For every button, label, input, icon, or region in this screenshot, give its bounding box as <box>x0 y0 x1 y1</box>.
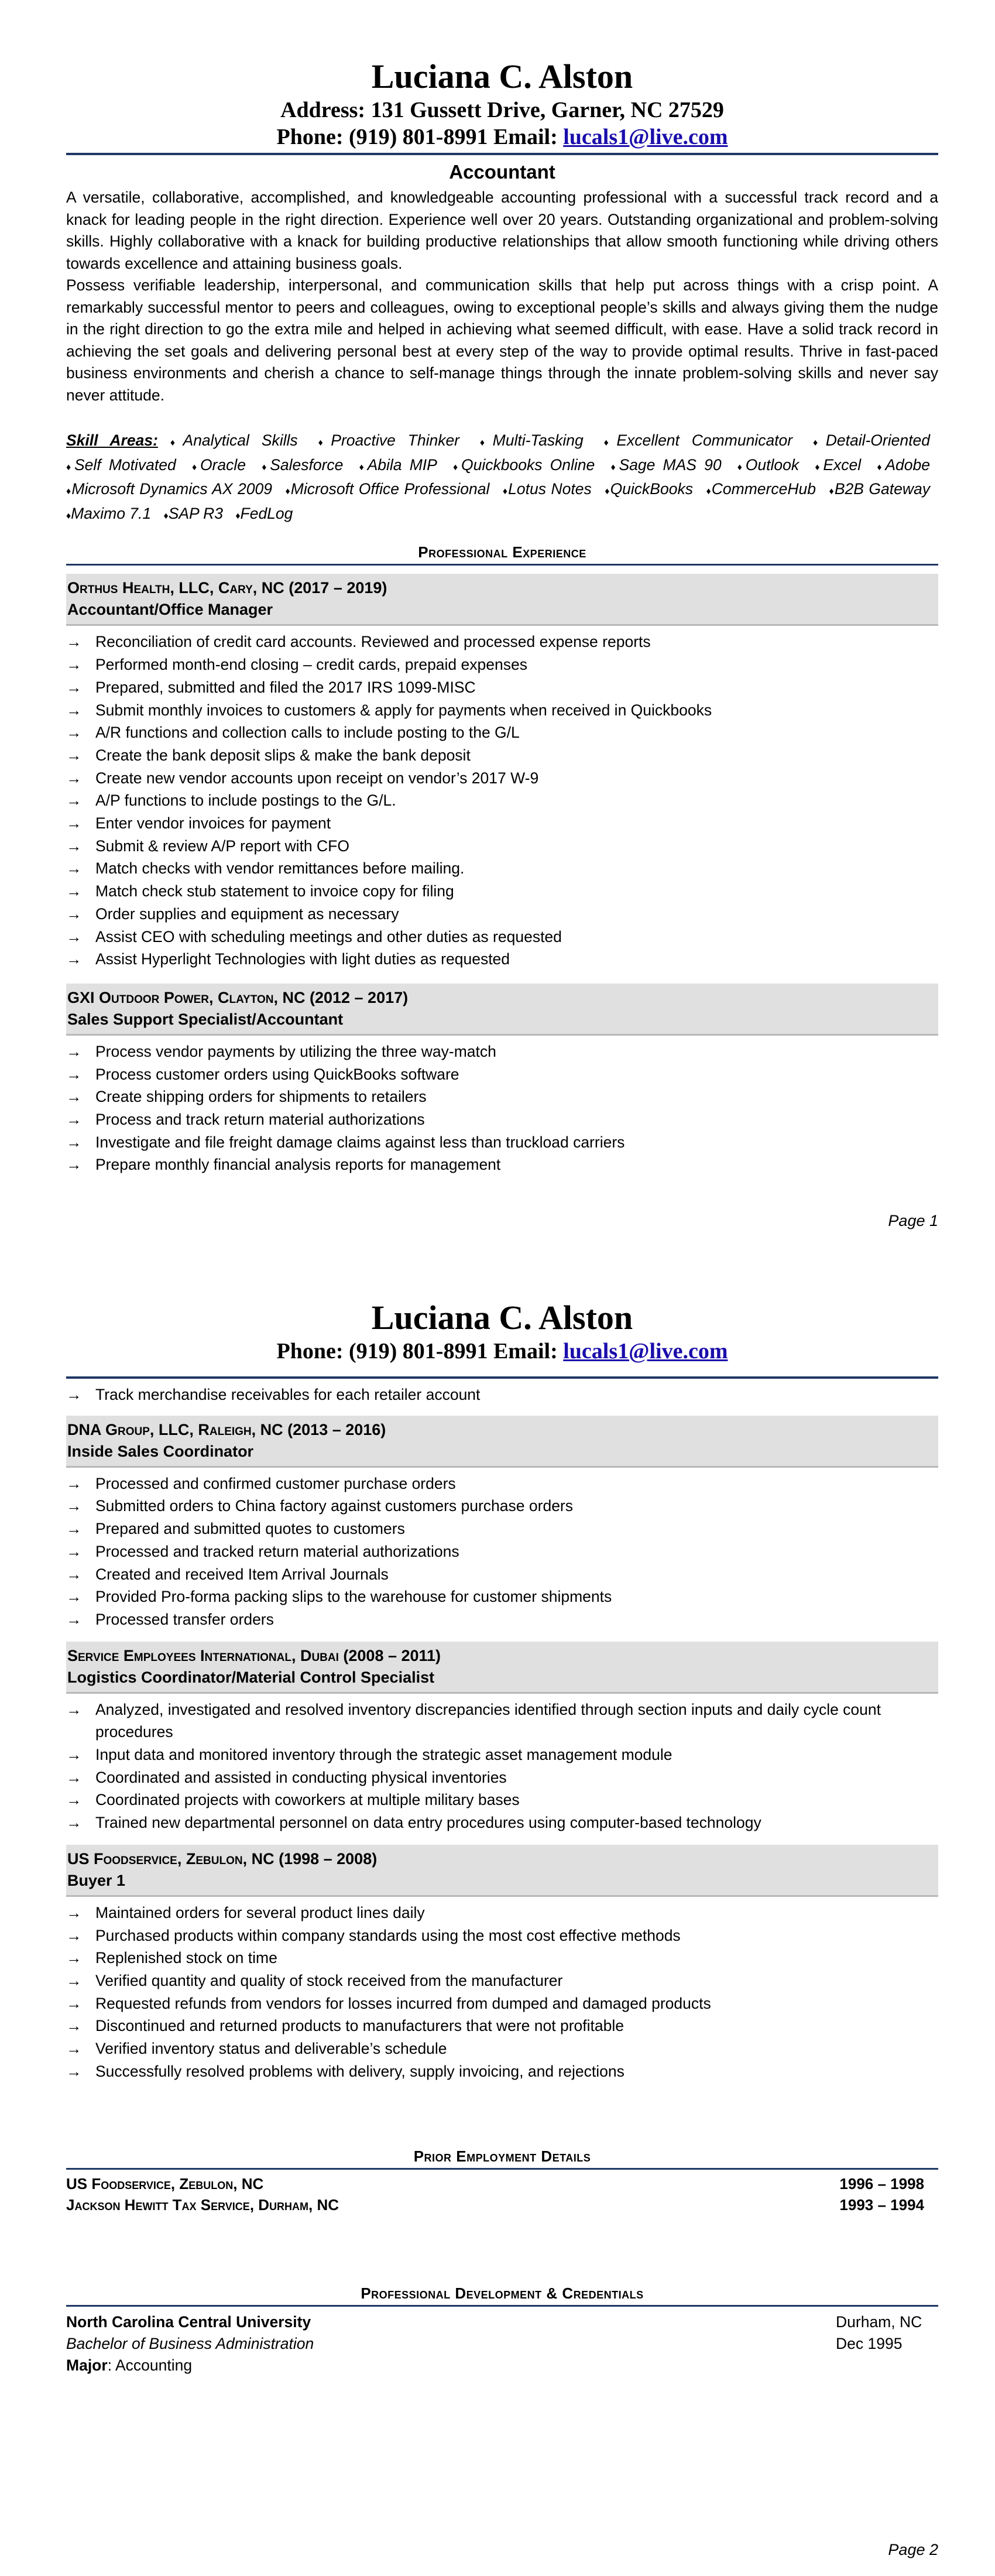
skills-list <box>66 431 938 522</box>
bullet-text: Track merchandise receivables for each retailer account <box>95 1386 481 1404</box>
bullet-text: A/R functions and collection calls to include posting to the G/L <box>95 724 520 742</box>
candidate-name: Luciana C. Alston <box>371 57 633 95</box>
bullet-text: Process vendor payments by utilizing the three way-match <box>95 1042 496 1060</box>
skill-text: Maximo 7.1 <box>71 504 152 522</box>
arrow-right-icon: → <box>66 1972 82 1989</box>
bullet-item <box>66 1789 938 1811</box>
arrow-right-icon: → <box>66 1474 82 1492</box>
skill-item <box>235 505 293 522</box>
job-role: Inside Sales Coordinator <box>67 1442 254 1460</box>
prior-years: 1993 – 1994 <box>839 2195 924 2214</box>
arrow-right-icon: → <box>66 1156 82 1174</box>
prior-row <box>66 2173 938 2194</box>
bullet-text: Prepared, submitted and filed the 2017 IRS 1099-MISC <box>95 678 476 696</box>
skill-item <box>318 431 459 449</box>
bullet-item <box>66 1108 938 1131</box>
bullet-text: Match check stub statement to invoice copy for filing <box>95 882 454 900</box>
job-role: Sales Support Specialist/Accountant <box>67 1010 344 1028</box>
skill-text: CommerceHub <box>711 480 816 498</box>
bullet-item <box>66 631 938 653</box>
edu-major-value: Accounting <box>115 2356 193 2374</box>
skill-item <box>706 480 816 498</box>
arrow-right-icon: → <box>66 1497 82 1515</box>
page1-content <box>66 57 938 1176</box>
skill-item <box>813 431 930 449</box>
diamond-bullet-icon: ♦ <box>235 511 241 521</box>
arrow-right-icon: → <box>66 1746 82 1764</box>
bullet-item <box>66 1992 938 2015</box>
phone-value: (919) 801-8991 <box>348 1338 488 1364</box>
skill-item <box>170 431 298 449</box>
arrow-right-icon: → <box>66 1700 82 1718</box>
bullet-text: Order supplies and equipment as necessary <box>95 905 399 923</box>
bullet-text: Match checks with vendor remittances before mailing. <box>95 859 465 878</box>
diamond-bullet-icon: ♦ <box>191 462 200 472</box>
job-company: US Foodservice, Zebulon, NC (1998 – 2008) <box>67 1849 378 1868</box>
diamond-bullet-icon: ♦ <box>170 438 183 448</box>
job-bullets <box>66 1902 938 2083</box>
job-header <box>66 1845 938 1897</box>
bullet-text: Process customer orders using QuickBooks software <box>95 1065 459 1083</box>
arrow-right-icon: → <box>66 1565 82 1583</box>
skill-text: Abila MIP <box>367 455 437 474</box>
skill-item <box>815 456 861 474</box>
bullet-text: Investigate and file freight damage claims against less than truckload carriers <box>95 1133 625 1151</box>
arrow-right-icon: → <box>66 769 82 787</box>
arrow-right-icon: → <box>66 1042 82 1060</box>
bullet-item <box>66 699 938 722</box>
diamond-bullet-icon: ♦ <box>318 438 331 448</box>
bullet-item <box>66 1947 938 1969</box>
bullet-text: Coordinated projects with coworkers at multiple military bases <box>95 1791 520 1809</box>
bullet-item <box>66 1131 938 1154</box>
candidate-name: Luciana C. Alston <box>371 1299 633 1337</box>
edu-major: Major: Accounting <box>66 2356 193 2374</box>
bullet-item <box>66 812 938 835</box>
skill-item <box>737 456 799 474</box>
arrow-right-icon: → <box>66 1768 82 1786</box>
phone-value: (919) 801-8991 <box>348 125 488 150</box>
prior-company: Jackson Hewitt Tax Service, Durham, NC <box>66 2195 339 2214</box>
bullet-item <box>66 1517 938 1540</box>
job-entry <box>66 1642 938 1834</box>
bullet-item <box>66 1085 938 1108</box>
edu-row <box>66 2355 938 2376</box>
arrow-right-icon: → <box>66 792 82 810</box>
skill-text: Sage MAS 90 <box>619 455 722 474</box>
job-entry <box>66 574 938 971</box>
bullet-item <box>66 1766 938 1789</box>
summary-paragraph: Possess verifiable leadership, interpersonal, and communication skills that help put across things with a crisp point. A remarkably successful mentor to peers and colleagues, owing to exceptional people’s skills and always giving them the nudge in the right direction to go the extra mile and helped in achieving what seemed difficult, with ease. Have a solid track record in achieving the set goals and delivering personal best at every step of the way to provide optimal results. Thrive in fast-paced business environments and cherish a chance to self-manage things through the innate problem-solving skills and never say never attitude. <box>66 276 938 404</box>
diamond-bullet-icon: ♦ <box>815 462 824 472</box>
skill-text: Excellent Communicator <box>616 431 793 450</box>
job-role: Buyer 1 <box>67 1871 126 1889</box>
bullet-item <box>66 926 938 948</box>
edu-date: Dec 1995 <box>836 2334 903 2352</box>
address-value: 131 Gussett Drive, Garner, NC 27529 <box>370 97 724 122</box>
diamond-bullet-icon: ♦ <box>610 462 619 472</box>
skill-text: Outlook <box>745 455 800 474</box>
bullet-item <box>66 835 938 858</box>
job-header <box>66 1642 938 1694</box>
phone-label: Phone: <box>276 125 344 150</box>
bullet-item <box>66 2060 938 2083</box>
bullet-text: Maintained orders for several product lines daily <box>95 1903 425 1921</box>
resume-page-2 <box>0 1259 995 2576</box>
bullet-item <box>66 857 938 880</box>
skill-item <box>829 480 930 498</box>
skill-areas-label: Skill Areas: <box>66 431 158 450</box>
bullet-text: Process and track return material authorizations <box>95 1111 425 1129</box>
edu-row <box>66 2333 938 2355</box>
diamond-bullet-icon: ♦ <box>359 462 368 472</box>
diamond-bullet-icon: ♦ <box>285 487 291 497</box>
job-header <box>66 574 938 626</box>
address-label: Address: <box>280 97 366 122</box>
arrow-right-icon: → <box>66 1949 82 1967</box>
skill-text: Excel <box>823 455 862 474</box>
skill-text: Microsoft Office Professional <box>290 480 490 498</box>
job-role: Accountant/Office Manager <box>67 601 273 619</box>
job-bullets <box>66 631 938 971</box>
bullet-text: Reconciliation of credit card accounts. Reviewed and processed expense reports <box>95 633 651 651</box>
job-header <box>66 984 938 1036</box>
bullet-text: Verified quantity and quality of stock received from the manufacturer <box>95 1972 563 1989</box>
bullet-text: Submit monthly invoices to customers & apply for payments when received in Quickbooks <box>95 701 712 719</box>
bullet-item <box>66 789 938 812</box>
bullet-item <box>66 1540 938 1563</box>
skill-text: Multi-Tasking <box>492 431 584 450</box>
bullet-item <box>66 1743 938 1766</box>
job-bullets <box>66 1698 938 1834</box>
section-heading-experience: Professional Experience <box>66 543 938 566</box>
job-entry <box>66 984 938 1176</box>
arrow-right-icon: → <box>66 1542 82 1560</box>
arrow-right-icon: → <box>66 814 82 833</box>
section-heading-prior: Prior Employment Details <box>66 2147 938 2170</box>
bullet-text: Processed and confirmed customer purchase orders <box>95 1474 456 1492</box>
bullet-text: Analyzed, investigated and resolved inventory discrepancies identified through section inputs and daily cycle count procedures <box>95 1700 881 1741</box>
skill-text: B2B Gateway <box>834 480 930 498</box>
skill-text: Detail-Oriented <box>825 431 930 450</box>
skill-item <box>503 480 592 498</box>
bullet-item <box>66 1698 938 1743</box>
job-company: GXI Outdoor Power, Clayton, NC (2012 – 2017) <box>67 988 409 1006</box>
skill-text: QuickBooks <box>610 480 693 498</box>
bullet-text: Assist Hyperlight Technologies with light duties as requested <box>95 950 510 968</box>
bullet-text: Submitted orders to China factory against customers purchase orders <box>95 1497 574 1515</box>
bullet-text: Performed month-end closing – credit cards, prepaid expenses <box>95 656 527 674</box>
bullet-item <box>66 1902 938 1924</box>
diamond-bullet-icon: ♦ <box>66 487 72 497</box>
skill-item <box>66 505 151 522</box>
bullet-text: Prepared and submitted quotes to customers <box>95 1520 405 1538</box>
skill-text: Proactive Thinker <box>331 431 460 450</box>
arrow-right-icon: → <box>66 1088 82 1106</box>
bullet-text: Create shipping orders for shipments to retailers <box>95 1088 427 1106</box>
arrow-right-icon: → <box>66 1588 82 1606</box>
bullet-item <box>66 1153 938 1176</box>
bullet-text: Successfully resolved problems with delivery, supply invoicing, and rejections <box>95 2062 625 2080</box>
education <box>66 2311 938 2376</box>
bullet-text: Discontinued and returned products to manufacturers that were not profitable <box>95 2017 624 2035</box>
skill-text: Microsoft Dynamics AX 2009 <box>71 480 272 498</box>
bullet-text: Coordinated and assisted in conducting physical inventories <box>95 1768 507 1786</box>
arrow-right-icon: → <box>66 1133 82 1151</box>
diamond-bullet-icon: ♦ <box>603 438 617 448</box>
bullet-text: Assist CEO with scheduling meetings and other duties as requested <box>95 927 562 946</box>
skill-item <box>359 456 437 474</box>
edu-row <box>66 2311 938 2333</box>
skill-text: Salesforce <box>270 455 344 474</box>
skill-item <box>480 431 584 449</box>
arrow-right-icon: → <box>66 1520 82 1538</box>
email-label: Email: <box>493 125 558 150</box>
job-company: DNA Group, LLC, Raleigh, NC (2013 – 2016) <box>67 1420 386 1438</box>
prior-years: 1996 – 1998 <box>839 2174 924 2193</box>
bullet-item <box>66 744 938 767</box>
bullet-item <box>66 1563 938 1586</box>
diamond-bullet-icon: ♦ <box>479 438 493 448</box>
arrow-right-icon: → <box>66 1386 82 1404</box>
arrow-right-icon: → <box>66 1791 82 1809</box>
page2-content <box>66 1299 938 2376</box>
arrow-right-icon: → <box>66 724 82 742</box>
edu-school: North Carolina Central University <box>66 2313 311 2331</box>
job-header <box>66 1416 938 1468</box>
bullet-item <box>66 1924 938 1947</box>
phone-email-line <box>66 1338 938 1379</box>
prior-row <box>66 2194 938 2215</box>
skill-item <box>164 505 223 522</box>
arrow-right-icon: → <box>66 633 82 651</box>
bullet-text: Input data and monitored inventory through the strategic asset management module <box>95 1746 673 1764</box>
arrow-right-icon: → <box>66 1610 82 1628</box>
arrow-right-icon: → <box>66 2040 82 2058</box>
diamond-bullet-icon: ♦ <box>66 462 74 472</box>
continued-bullets <box>66 1383 938 1406</box>
diamond-bullet-icon: ♦ <box>605 487 610 497</box>
skill-item <box>453 456 595 474</box>
skill-areas <box>66 430 938 527</box>
diamond-bullet-icon: ♦ <box>706 487 712 497</box>
bullet-item <box>66 676 938 699</box>
skill-text: SAP R3 <box>168 504 223 522</box>
job-company: Orthus Health, LLC, Cary, NC (2017 – 2019) <box>67 579 387 597</box>
bullet-text: Provided Pro-forma packing slips to the warehouse for customer shipments <box>95 1588 612 1606</box>
bullet-text: Create the bank deposit slips & make the bank deposit <box>95 746 471 764</box>
diamond-bullet-icon: ♦ <box>66 511 71 521</box>
address-line <box>66 97 938 124</box>
diamond-bullet-icon: ♦ <box>163 511 169 521</box>
edu-degree: Bachelor of Business Administration <box>66 2334 314 2352</box>
job-entry <box>66 1416 938 1631</box>
bullet-item <box>66 1811 938 1834</box>
diamond-bullet-icon: ♦ <box>502 487 509 497</box>
bullet-item <box>66 903 938 926</box>
arrow-right-icon: → <box>66 1926 82 1944</box>
bullet-text: Processed transfer orders <box>95 1610 274 1628</box>
arrow-right-icon: → <box>66 1994 82 2012</box>
bullet-item <box>66 721 938 744</box>
arrow-right-icon: → <box>66 1814 82 1832</box>
bullet-text: Verified inventory status and deliverable’s schedule <box>95 2040 447 2058</box>
bullet-item <box>66 1608 938 1631</box>
page-number: Page 2 <box>888 2541 938 2558</box>
bullet-item <box>66 1472 938 1495</box>
bullet-text: Replenished stock on time <box>95 1949 277 1967</box>
bullet-item <box>66 653 938 676</box>
bullet-item <box>66 1585 938 1608</box>
edu-major-label: Major <box>66 2356 108 2374</box>
skill-item <box>877 456 930 474</box>
phone-label: Phone: <box>276 1338 344 1364</box>
bullet-text: Create new vendor accounts upon receipt on vendor’s 2017 W-9 <box>95 769 539 787</box>
arrow-right-icon: → <box>66 2062 82 2080</box>
skill-item <box>285 480 489 498</box>
bullet-text: Processed and tracked return material authorizations <box>95 1542 459 1560</box>
skill-text: Self Motivated <box>74 455 176 474</box>
arrow-right-icon: → <box>66 837 82 855</box>
bullet-item <box>66 1969 938 1992</box>
arrow-right-icon: → <box>66 905 82 923</box>
diamond-bullet-icon: ♦ <box>877 462 886 472</box>
skill-item <box>66 456 176 474</box>
bullet-item <box>66 1040 938 1063</box>
bullet-text: Requested refunds from vendors for losses incurred from dumped and damaged products <box>95 1994 711 2012</box>
email-label: Email: <box>493 1338 558 1364</box>
arrow-right-icon: → <box>66 859 82 878</box>
bullet-item <box>66 2037 938 2060</box>
bullet-text: Trained new departmental personnel on data entry procedures using computer-based technology <box>95 1814 761 1832</box>
arrow-right-icon: → <box>66 678 82 696</box>
bullet-text: A/P functions to include postings to the G/L. <box>95 792 396 810</box>
skill-item <box>605 480 693 498</box>
skill-item <box>192 456 246 474</box>
skill-text: Lotus Notes <box>508 480 592 498</box>
section-heading-credentials: Professional Development & Credentials <box>66 2284 938 2307</box>
skill-item <box>262 456 343 474</box>
bullet-item <box>66 767 938 790</box>
arrow-right-icon: → <box>66 1111 82 1129</box>
job-bullets <box>66 1472 938 1631</box>
email-link[interactable]: lucals1@live.com <box>563 1338 728 1364</box>
arrow-right-icon: → <box>66 2017 82 2035</box>
page-number: Page 1 <box>888 1212 938 1229</box>
skill-item <box>604 431 792 449</box>
bullet-text: Prepare monthly financial analysis reports for management <box>95 1156 501 1174</box>
bullet-item <box>66 1063 938 1086</box>
bullet-item <box>66 948 938 971</box>
skill-item <box>66 480 272 498</box>
skill-text: Adobe <box>885 455 930 474</box>
edu-location: Durham, NC <box>836 2313 922 2331</box>
arrow-right-icon: → <box>66 927 82 946</box>
arrow-right-icon: → <box>66 1065 82 1083</box>
prior-employment <box>66 2173 938 2215</box>
arrow-right-icon: → <box>66 656 82 674</box>
arrow-right-icon: → <box>66 746 82 764</box>
skill-text: FedLog <box>240 504 293 522</box>
resume-page-1 <box>0 0 995 1259</box>
arrow-right-icon: → <box>66 882 82 900</box>
diamond-bullet-icon: ♦ <box>737 462 746 472</box>
skill-item <box>610 456 721 474</box>
diamond-bullet-icon: ♦ <box>813 438 826 448</box>
job-entry <box>66 1845 938 2083</box>
bullet-text: Purchased products within company standards using the most cost effective methods <box>95 1926 681 1944</box>
bullet-text: Created and received Item Arrival Journals <box>95 1565 389 1583</box>
bullet-text: Submit & review A/P report with CFO <box>95 837 349 855</box>
diamond-bullet-icon: ♦ <box>262 462 270 472</box>
arrow-right-icon: → <box>66 1903 82 1921</box>
job-company: Service Employees International, Dubai (2008 – 2011) <box>67 1646 441 1664</box>
resume-title: Accountant <box>449 161 555 183</box>
summary-paragraph: A versatile, collaborative, accomplished, and knowledgeable accounting professional with a successful track record and a knack for leading people in the right direction. Experience well over 20 years. Outstanding organizational and problem-solving skills. Highly collaborative with a knack for building productive relationships that allow smooth functioning while driving others towards excellence and attaining business goals. <box>66 189 938 272</box>
arrow-right-icon: → <box>66 701 82 719</box>
job-bullets <box>66 1040 938 1176</box>
bullet-item <box>66 880 938 903</box>
arrow-right-icon: → <box>66 950 82 968</box>
skill-text: Quickbooks Online <box>461 455 595 474</box>
prior-company: US Foodservice, Zebulon, NC <box>66 2174 264 2193</box>
skill-text: Oracle <box>200 455 246 474</box>
bullet-item <box>66 2015 938 2037</box>
job-role: Logistics Coordinator/Material Control Specialist <box>67 1668 435 1686</box>
diamond-bullet-icon: ♦ <box>453 462 461 472</box>
diamond-bullet-icon: ♦ <box>829 487 835 497</box>
skill-text: Analytical Skills <box>183 431 298 450</box>
bullet-text: Enter vendor invoices for payment <box>95 814 331 833</box>
phone-email-line <box>66 124 938 155</box>
bullet-item <box>66 1495 938 1517</box>
email-link[interactable]: lucals1@live.com <box>563 125 728 150</box>
bullet-item <box>66 1383 938 1406</box>
